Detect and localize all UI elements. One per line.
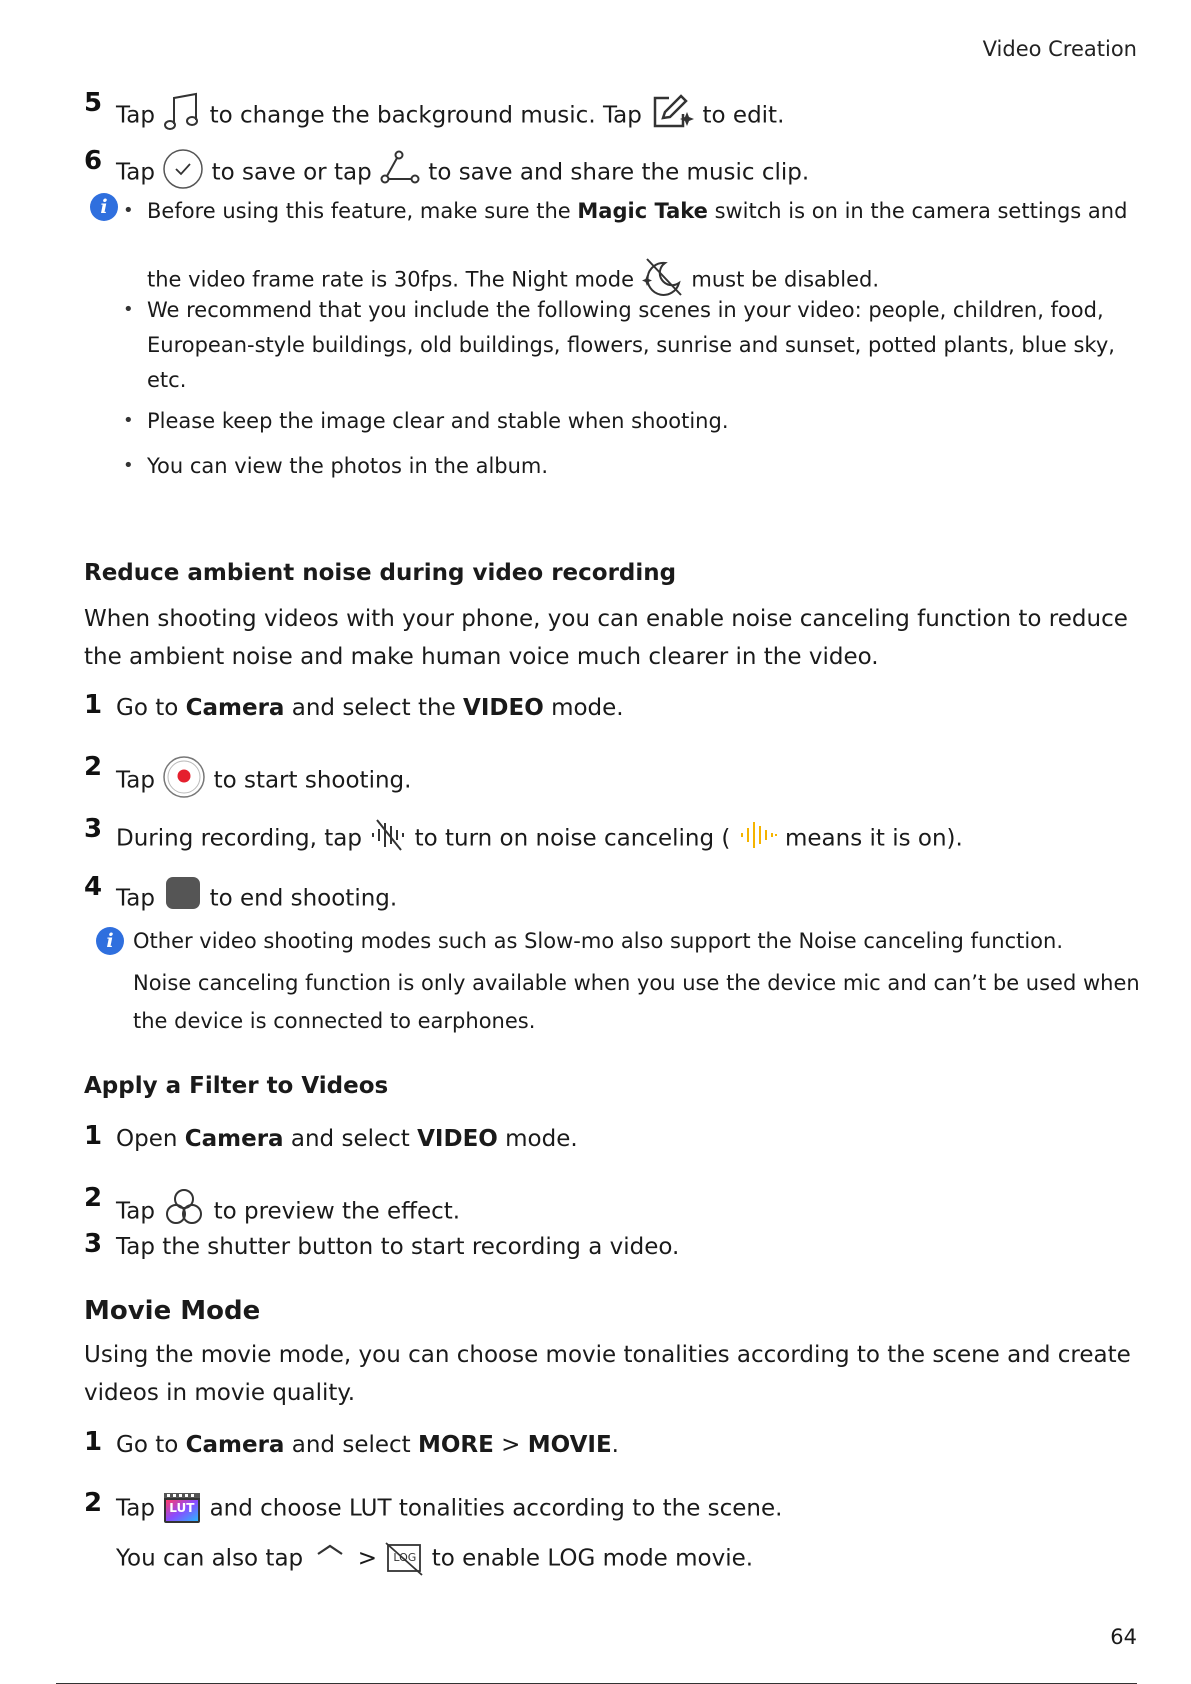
step-number: 2 — [84, 752, 103, 782]
intro-paragraph: When shooting videos with your phone, you can enable noise canceling function to reduce the ambient noise and make human voice much clearer in the video. — [84, 606, 1128, 670]
noise-cancel-on-icon — [738, 817, 778, 861]
note-text: etc. — [147, 368, 187, 392]
note-text: the video frame rate is 30fps. The Night mode must be disabled. — [147, 255, 879, 306]
log-icon — [384, 1541, 424, 1577]
note-text: Please keep the image clear and stable when shooting. — [147, 409, 729, 433]
lut-label: LUT — [169, 1501, 195, 1515]
chevron-up-icon — [310, 1540, 350, 1578]
step-number: 2 — [84, 1488, 103, 1518]
step-number: 3 — [84, 1229, 103, 1259]
check-circle-icon — [162, 148, 204, 198]
step-number: 2 — [84, 1183, 103, 1213]
step-text: Tap to change the background music. Tap to edit. — [116, 90, 784, 142]
step-number: 1 — [84, 690, 103, 720]
note-text: Other video shooting modes such as Slow-mo also support the Noise canceling function. — [133, 929, 1064, 953]
step-text: Tap the shutter button to start recording a video. — [116, 1234, 680, 1260]
step-number: 1 — [84, 1427, 103, 1457]
bullet: • — [123, 455, 134, 476]
filter-icon — [162, 1186, 206, 1238]
step-text: Tap LUT and choose LUT tonalities according to the scene. — [116, 1491, 782, 1527]
info-icon: i — [90, 193, 118, 221]
bullet: • — [123, 299, 134, 320]
step-number: 5 — [84, 88, 103, 118]
section-heading: Movie Mode — [84, 1296, 261, 1326]
step-text: Tap to preview the effect. — [116, 1186, 460, 1238]
note-text: European-style buildings, old buildings, flowers, sunrise and sunset, potted plants, blue sky, — [147, 333, 1115, 357]
step-text: You can also tap > LOG to enable LOG mode movie. — [116, 1540, 753, 1578]
stop-button-icon — [162, 875, 202, 923]
note-text: We recommend that you include the following scenes in your video: people, children, food, — [147, 298, 1104, 322]
step-number: 4 — [84, 872, 103, 902]
intro-paragraph: Using the movie mode, you can choose movie tonalities according to the scene and create videos in movie quality. — [84, 1342, 1131, 1406]
note-text: Noise canceling function is only available when you use the device mic and can’t be used when — [133, 971, 1140, 995]
note-text: You can view the photos in the album. — [147, 454, 549, 478]
info-icon: i — [96, 927, 124, 955]
note-text: Before using this feature, make sure the Magic Take switch is on in the camera settings and — [147, 199, 1128, 223]
step-text: Tap to end shooting. — [116, 875, 397, 923]
step-text: Open Camera and select VIDEO mode. — [116, 1126, 578, 1152]
note-text: the device is connected to earphones. — [133, 1009, 536, 1033]
noise-cancel-off-icon — [369, 817, 407, 861]
step-number: 6 — [84, 146, 103, 176]
step-text: Tap to save or tap to save and share the music clip. — [116, 148, 809, 198]
music-note-icon — [162, 90, 202, 142]
step-text: Tap to start shooting. — [116, 755, 411, 807]
step-text: Go to Camera and select MORE > MOVIE. — [116, 1432, 619, 1458]
bullet: • — [123, 200, 134, 221]
section-title: Video Creation — [982, 37, 1137, 61]
section-heading: Reduce ambient noise during video recording — [84, 560, 677, 586]
log-label: LOG — [393, 1551, 417, 1564]
share-icon — [379, 149, 421, 197]
bullet: • — [123, 410, 134, 431]
step-number: 1 — [84, 1121, 103, 1151]
page-number: 64 — [1110, 1625, 1137, 1649]
section-heading: Apply a Filter to Videos — [84, 1073, 389, 1099]
step-text: During recording, tap to turn on noise canceling ( means it is on). — [116, 817, 963, 861]
lut-icon — [162, 1491, 202, 1527]
step-text: Go to Camera and select the VIDEO mode. — [116, 695, 624, 721]
step-number: 3 — [84, 814, 103, 844]
record-button-icon — [162, 755, 206, 807]
edit-sparkle-icon — [649, 92, 695, 140]
